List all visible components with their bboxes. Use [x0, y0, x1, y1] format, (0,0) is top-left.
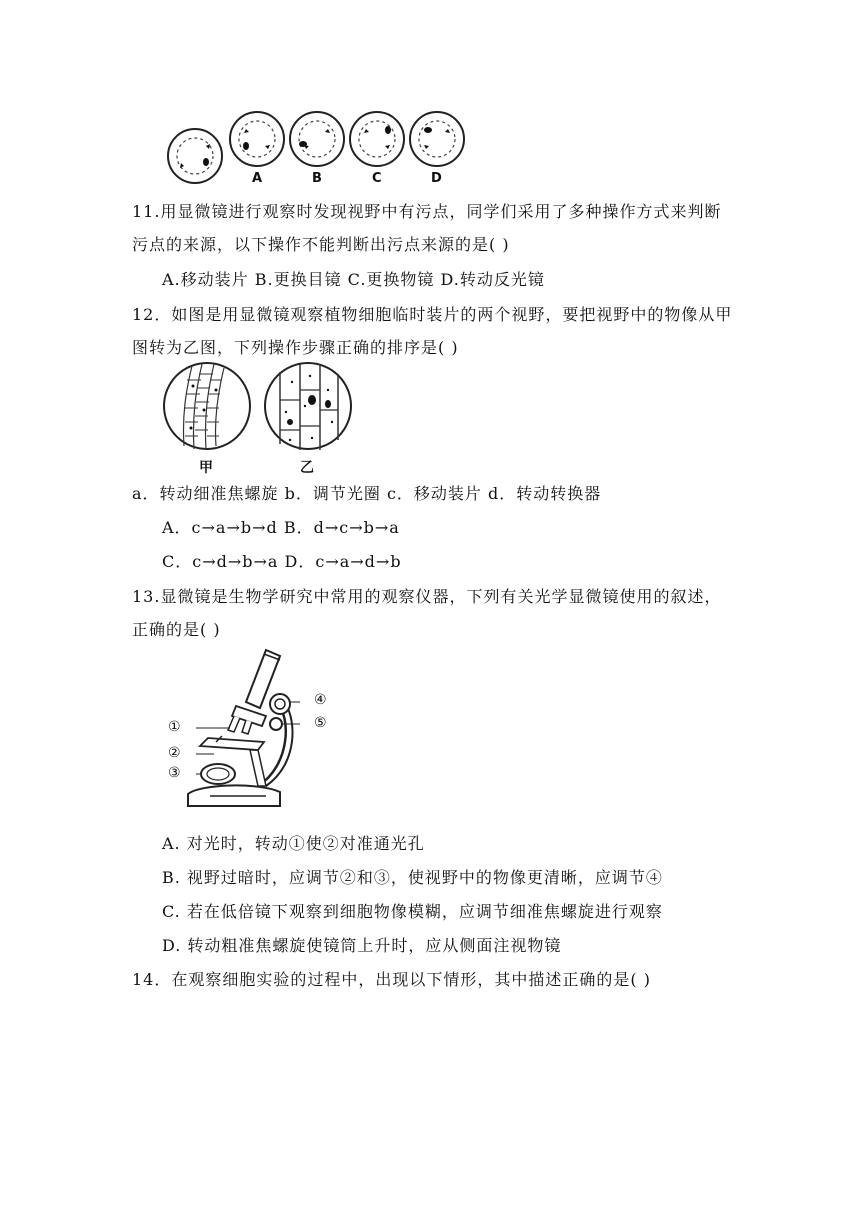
- fig12-label-yi: 乙: [300, 460, 314, 476]
- fig12-label-jia: 甲: [199, 460, 213, 476]
- fig10-label-a: A: [252, 171, 263, 186]
- q12-stem-line2: 图转为乙图，下列操作步骤正确的排序是( ): [132, 338, 459, 357]
- option-c-circle: [350, 112, 404, 166]
- q12-options-row1: A．c→a→b→d B．d→c→b→a: [162, 518, 400, 537]
- fig10-label-d: D: [431, 171, 442, 186]
- fig10-label-c: C: [372, 171, 382, 186]
- view-jia-circle: [164, 363, 250, 449]
- q12-steps: a．转动细准焦螺旋 b．调节光圈 c．移动装片 d．转动转换器: [132, 484, 602, 503]
- q13-stem-line1: 13.显微镜是生物学研究中常用的观察仪器，下列有关光学显微镜使用的叙述，: [132, 587, 722, 606]
- q13-option-c: C. 若在低倍镜下观察到细胞物像模糊，应调节细准焦螺旋进行观察: [162, 902, 663, 921]
- fig13-label-2: ②: [168, 745, 181, 761]
- q13-option-d: D. 转动粗准焦螺旋使镜筒上升时，应从侧面注视物镜: [162, 936, 562, 955]
- fig13-label-5: ⑤: [314, 715, 327, 731]
- q13-option-b: B. 视野过暗时，应调节②和③，使视野中的物像更清晰，应调节④: [162, 868, 663, 887]
- q13-stem-line2: 正确的是( ): [132, 620, 221, 639]
- q14-stem: 14．在观察细胞实验的过程中，出现以下情形，其中描述正确的是( ): [132, 970, 651, 989]
- q11-stem-line1: 11.用显微镜进行观察时发现视野中有污点，同学们采用了多种操作方式来判断: [132, 202, 722, 221]
- figure-microscope: [180, 646, 300, 816]
- figure-cell-views: [162, 360, 356, 454]
- option-b-circle: [290, 112, 344, 166]
- fig13-label-3: ③: [168, 765, 181, 781]
- option-d-circle: [410, 112, 464, 166]
- fig10-label-b: B: [312, 171, 322, 186]
- original-view-circle: [168, 129, 222, 183]
- q11-options: A.移动装片 B.更换目镜 C.更换物镜 D.转动反光镜: [162, 270, 545, 289]
- fig13-label-4: ④: [314, 692, 327, 708]
- q11-stem-line2: 污点的来源，以下操作不能判断出污点来源的是( ): [132, 235, 510, 254]
- q12-stem-line1: 12．如图是用显微镜观察植物细胞临时装片的两个视野，要把视野中的物像从甲: [132, 305, 733, 324]
- q13-option-a: A. 对光时，转动①使②对准通光孔: [162, 834, 425, 853]
- fig13-label-1: ①: [168, 719, 181, 735]
- q12-options-row2: C．c→d→b→a D．c→a→d→b: [162, 552, 402, 571]
- option-a-circle: [230, 112, 284, 166]
- view-yi-circle: [265, 363, 351, 450]
